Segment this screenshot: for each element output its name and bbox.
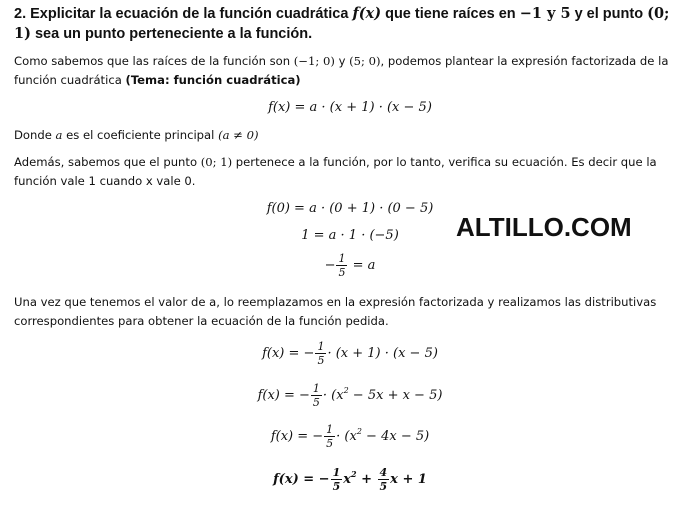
equation-step-3: f(x) = − $\frac{1}{5}$ · $(x^2 - 4x - 5)$ (270, 423, 430, 450)
equation-factored: f(x) = a · (x + 1) · (x − 5) (268, 100, 432, 115)
fraction: $\frac{1}{5}$ (326, 423, 334, 450)
paragraph-roots: Como sabemos que las raíces de la función son (−1; 0) y (5; 0), podemos plantear la expresión factorizada de la función cuadrática (Tema: función cuadrática) (14, 54, 669, 87)
fraction: $\frac{1}{5}$ (317, 340, 325, 367)
watermark-logo: ALTILLO.COM (456, 212, 632, 242)
fraction: $\frac{1}{5}$ (312, 382, 320, 409)
heading-text: 2. Explicitar la ecuación de la función cuadrática (14, 6, 353, 22)
fraction: $\frac{1}{5}$ (338, 252, 346, 279)
equation-step-2: f(x) = − $\frac{1}{5}$ · $(x^2 - 5x + x - 5)$ (257, 382, 443, 409)
fraction: $\frac{4}{5}$ (379, 466, 388, 493)
equation-simplified: 1 = a · 1 · (−5) (301, 228, 399, 243)
equation-step-1: f(x) = − $\frac{1}{5}$ · (x + 1) · (x − 5) (262, 340, 438, 367)
topic-label: Tema (130, 73, 165, 87)
heading-point: (0; 1) (14, 5, 670, 42)
paragraph-replace: Una vez que tenemos el valor de a, lo reemplazamos en la expresión factorizada y realizamos las distributivas correspondientes para obtener la ecuación de la función pedida. (14, 295, 657, 328)
heading-text: y el punto (570, 6, 648, 22)
equation-coefficient-value: − $\frac{1}{5}$ = a (324, 252, 376, 279)
fraction: $\frac{1}{5}$ (332, 466, 341, 493)
equation-final: f(x) = − $\frac{1}{5}$ $x^2$ + $\frac{4}{5}$ x + 1 (273, 466, 427, 493)
topic-value: : función cuadrática (164, 73, 296, 87)
paragraph-coefficient: Donde a es el coeficiente principal (a ≠ 0) (14, 128, 259, 142)
exercise-heading (14, 4, 689, 44)
heading-roots: −1 y 5 (519, 5, 571, 22)
paragraph-point: Además, sabemos que el punto (0; 1) pertenece a la función, por lo tanto, verifica su ecuación. Es decir que la función vale 1 cuando x vale 0. (14, 155, 657, 188)
heading-function: f(x) (352, 5, 382, 22)
equation-substitution: f(0) = a · (0 + 1) · (0 − 5) (266, 201, 434, 216)
heading-text: que tiene raíces en (381, 6, 520, 22)
heading-text: sea un punto perteneciente a la función. (30, 26, 313, 42)
